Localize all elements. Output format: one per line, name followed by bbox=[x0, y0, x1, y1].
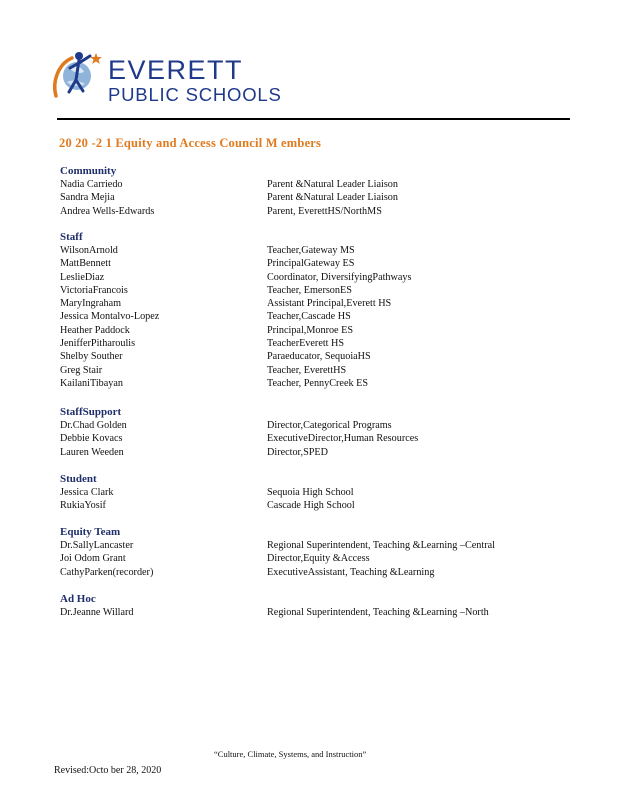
member-row bbox=[60, 566, 580, 579]
member-row bbox=[60, 499, 580, 512]
footer-motto: “Culture, Climate, Systems, and Instruction” bbox=[214, 749, 367, 759]
section-heading: Ad Hoc bbox=[60, 593, 96, 605]
member-row bbox=[60, 337, 580, 350]
member-name: Andrea Wells-Edwards bbox=[60, 205, 155, 217]
member-role: PrincipalGateway ES bbox=[267, 258, 355, 270]
member-role: Director,Equity &Access bbox=[267, 553, 370, 565]
member-role: Regional Superintendent, Teaching &Learning –North bbox=[267, 607, 489, 618]
member-name: Shelby Souther bbox=[60, 351, 123, 363]
member-name: JenifferPitharoulis bbox=[60, 338, 136, 350]
section-staff-support bbox=[60, 406, 580, 459]
member-name: LeslieDiaz bbox=[60, 271, 105, 283]
member-name: Joi Odom Grant bbox=[60, 553, 126, 565]
section-equity-team bbox=[60, 526, 580, 579]
member-row bbox=[60, 377, 580, 390]
logo-emblem-icon bbox=[55, 52, 102, 96]
member-row bbox=[60, 178, 580, 191]
member-role: Sequoia High School bbox=[267, 487, 354, 498]
member-role: Paraeducator, SequoiaHS bbox=[267, 351, 371, 363]
member-row bbox=[60, 310, 580, 323]
member-role: Teacher, PennyCreek ES bbox=[267, 377, 368, 389]
member-row bbox=[60, 446, 580, 459]
member-name: Heather Paddock bbox=[60, 324, 130, 336]
member-row bbox=[60, 364, 580, 377]
member-role: Coordinator, DiversifyingPathways bbox=[267, 271, 412, 283]
revision-date: Revised:Octo ber 28, 2020 bbox=[54, 765, 162, 776]
member-name: Jessica Montalvo-Lopez bbox=[60, 311, 160, 323]
member-name: Debbie Kovacs bbox=[60, 433, 123, 445]
member-name: Lauren Weeden bbox=[60, 446, 124, 458]
member-name: Dr.SallyLancaster bbox=[60, 540, 134, 551]
member-name: Dr.Chad Golden bbox=[60, 420, 127, 431]
document-title: 20 20 -2 1 Equity and Access Council M embers bbox=[59, 136, 322, 150]
member-role: Teacher, EverettHS bbox=[267, 364, 347, 376]
member-role: ExecutiveDirector,Human Resources bbox=[267, 433, 419, 445]
member-role: Teacher, EmersonES bbox=[267, 284, 352, 296]
member-role: Teacher,Gateway MS bbox=[267, 245, 355, 256]
member-role: Director,Categorical Programs bbox=[267, 420, 392, 431]
section-heading: Equity Team bbox=[60, 526, 121, 538]
member-row bbox=[60, 191, 580, 204]
section-heading: Community bbox=[60, 165, 117, 177]
member-row bbox=[60, 284, 580, 297]
member-row bbox=[60, 205, 580, 218]
member-name: MaryIngraham bbox=[60, 298, 122, 310]
member-role: Director,SPED bbox=[267, 446, 328, 458]
member-row bbox=[60, 297, 580, 310]
member-name: WilsonArnold bbox=[60, 245, 118, 256]
member-role: Regional Superintendent, Teaching &Learning –Central bbox=[267, 540, 495, 551]
member-name: Nadia Carriedo bbox=[60, 179, 123, 190]
member-role: Teacher,Cascade HS bbox=[267, 311, 351, 323]
section-heading: StaffSupport bbox=[60, 406, 122, 418]
member-name: Jessica Clark bbox=[60, 487, 114, 498]
member-name: CathyParken(recorder) bbox=[60, 566, 154, 578]
member-row bbox=[60, 539, 580, 552]
section-heading: Student bbox=[60, 473, 97, 485]
member-row bbox=[60, 350, 580, 363]
section-student bbox=[60, 473, 580, 513]
member-row bbox=[60, 419, 580, 432]
section-community bbox=[60, 165, 580, 218]
member-role: Principal,Monroe ES bbox=[267, 324, 354, 336]
member-name: VictoriaFrancois bbox=[60, 284, 128, 296]
member-row bbox=[60, 432, 580, 445]
member-row bbox=[60, 244, 580, 257]
member-name: MattBennett bbox=[60, 258, 111, 270]
member-role: Parent &Natural Leader Liaison bbox=[267, 192, 398, 204]
member-role: ExecutiveAssistant, Teaching &Learning bbox=[267, 566, 435, 578]
member-name: Dr.Jeanne Willard bbox=[60, 607, 134, 618]
logo-wordmark-line1: EVERETT bbox=[108, 55, 244, 85]
member-name: Sandra Mejia bbox=[60, 192, 115, 204]
header-divider bbox=[57, 118, 570, 120]
member-role: Parent &Natural Leader Liaison bbox=[267, 179, 398, 190]
member-row bbox=[60, 324, 580, 337]
member-row bbox=[60, 606, 580, 619]
member-row bbox=[60, 271, 580, 284]
member-role: Assistant Principal,Everett HS bbox=[267, 298, 392, 310]
member-role: TeacherEverett HS bbox=[267, 338, 345, 350]
member-row bbox=[60, 486, 580, 499]
member-name: RukiaYosif bbox=[60, 500, 106, 512]
everett-public-schools-logo bbox=[50, 46, 300, 106]
member-name: KailaniTibayan bbox=[60, 377, 124, 389]
member-role: Parent, EverettHS/NorthMS bbox=[267, 205, 382, 217]
logo-wordmark-line2: PUBLIC SCHOOLS bbox=[108, 84, 282, 105]
section-heading: Staff bbox=[60, 231, 83, 243]
member-name: Greg Stair bbox=[60, 364, 103, 376]
member-row bbox=[60, 552, 580, 565]
member-role: Cascade High School bbox=[267, 500, 355, 512]
section-ad-hoc bbox=[60, 593, 580, 619]
section-staff bbox=[60, 231, 580, 390]
member-row bbox=[60, 257, 580, 270]
